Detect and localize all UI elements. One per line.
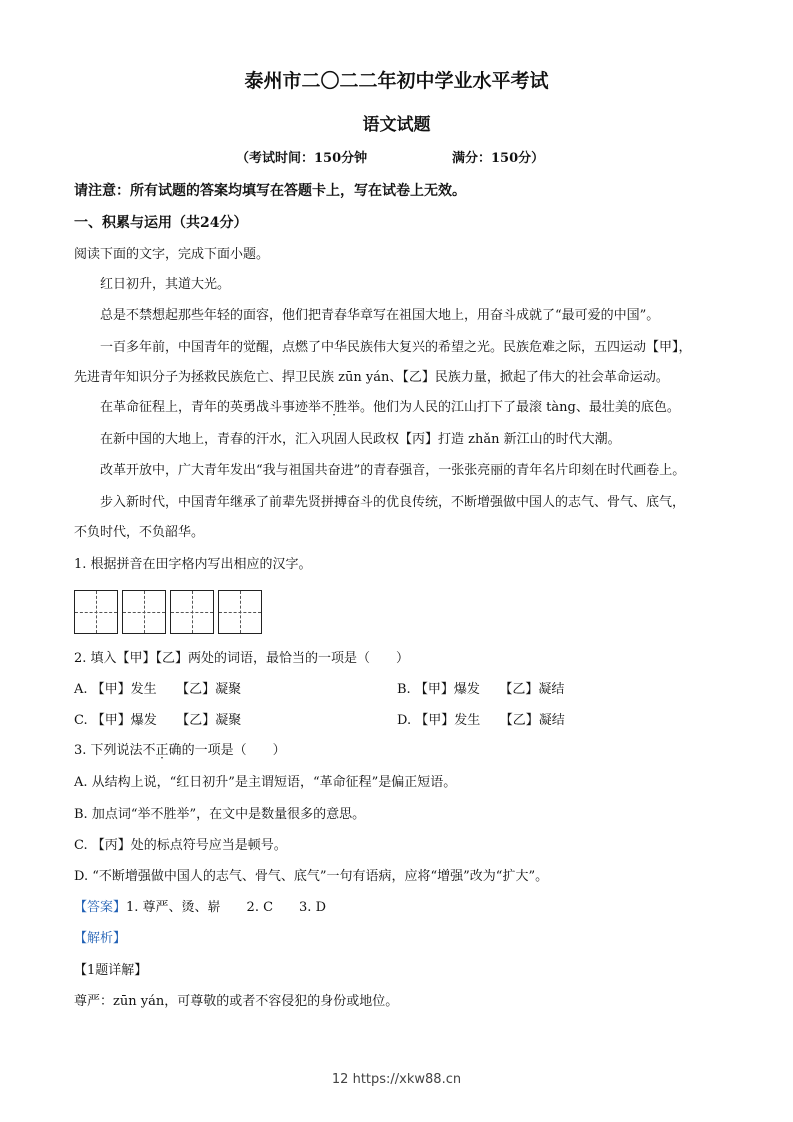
- passage-line-9: 不负时代，不负韶华。: [74, 525, 205, 540]
- tianzige-cell[interactable]: [170, 590, 214, 634]
- answer-line: [74, 899, 326, 917]
- q3-dotted: 不正确: [142, 743, 182, 758]
- exam-score: 满分：150分）: [452, 151, 545, 166]
- question-2: 2. 填入【甲】【乙】两处的词语，最恰当的一项是（ ）: [74, 651, 410, 666]
- dotted-phrase: 举不胜举: [308, 400, 361, 415]
- q3-option-b: B. 加点词“举不胜举”，在文中是数量很多的意思。: [74, 807, 366, 822]
- q2-option-b: B. 【甲】爆发 【乙】凝结: [397, 682, 565, 697]
- tianzige-cell[interactable]: [122, 590, 166, 634]
- tianzige-cell[interactable]: [74, 590, 118, 634]
- passage-line-1: 红日初升，其道大光。: [100, 277, 231, 292]
- exam-time: （考试时间：150分钟: [236, 151, 368, 166]
- passage-line-3: 一百多年前，中国青年的觉醒，点燃了中华民族伟大复兴的希望之光。民族危难之际，五四运动【甲】，: [100, 340, 692, 355]
- question-3: [74, 742, 286, 760]
- analysis-label: 【解析】: [74, 931, 127, 946]
- passage-line-7: 改革开放中，广大青年发出“我与祖国共奋进”的青春强音，一张张亮丽的青年名片印刻在时代画卷上。: [100, 463, 686, 478]
- q3-option-c: C. 【丙】处的标点符号应当是顿号。: [74, 838, 287, 853]
- passage-line-6: 在新中国的大地上，青春的汗水，汇入巩固人民政权【丙】打造 zhǎn 新江山的时代大潮。: [100, 432, 621, 447]
- exam-notice: 请注意：所有试题的答案均填写在答题卡上，写在试卷上无效。: [74, 183, 466, 199]
- passage-line-4: 先进青年知识分子为拯救民族危亡、捍卫民族 zūn yán、【乙】民族力量，掀起了伟大的社会革命运动。: [74, 370, 669, 385]
- q3-option-a: A. 从结构上说，“红日初升”是主谓短语，“革命征程”是偏正短语。: [74, 775, 457, 790]
- detail-label: 【1题详解】: [74, 963, 148, 978]
- q3-prefix: 3. 下列说法: [74, 743, 143, 758]
- section-instruction: 阅读下面的文字，完成下面小题。: [74, 247, 270, 262]
- tianzige-cell[interactable]: [218, 590, 262, 634]
- q2-option-d: D. 【甲】发生 【乙】凝结: [397, 713, 565, 728]
- passage-line-2: 总是不禁想起那些年轻的面容，他们把青春华章写在祖国大地上，用奋斗成就了“最可爱的中国”。: [100, 308, 660, 323]
- question-1: 1. 根据拼音在田字格内写出相应的汉字。: [74, 557, 312, 572]
- exam-title: 泰州市二〇二二年初中学业水平考试: [244, 70, 549, 92]
- q2-option-c: C. 【甲】爆发 【乙】凝聚: [74, 713, 242, 728]
- q3-option-d: D. “不断增强做中国人的志气、骨气、底气”一句有语病，应将“增强”改为“扩大”。: [74, 869, 549, 884]
- q3-suffix: 的一项是（ ）: [181, 743, 286, 758]
- q2-option-a: A. 【甲】发生 【乙】凝聚: [74, 682, 242, 697]
- section-heading: 一、积累与运用（共24分）: [74, 215, 248, 231]
- detail-text: 尊严：zūn yán，可尊敬的或者不容侵犯的身份或地位。: [74, 994, 399, 1009]
- exam-subject: 语文试题: [362, 115, 431, 135]
- passage-line-8: 步入新时代，中国青年继承了前辈先贤拼搏奋斗的优良传统，不断增强做中国人的志气、骨气、底气，: [100, 495, 686, 510]
- page-footer: 12 https://xkw88.cn: [331, 1072, 462, 1087]
- tianzige-grid: [74, 590, 262, 634]
- answer-label: 【答案】: [74, 900, 127, 915]
- passage-line-5-b: 。他们为人民的江山打下了最滚 tàng、最壮美的底色。: [360, 400, 680, 415]
- answer-text: 1. 尊严、烫、崭 2. C 3. D: [126, 900, 326, 915]
- passage-line-5-a: 在革命征程上，青年的英勇战斗事迹: [100, 400, 309, 415]
- passage-line-5: [100, 399, 680, 417]
